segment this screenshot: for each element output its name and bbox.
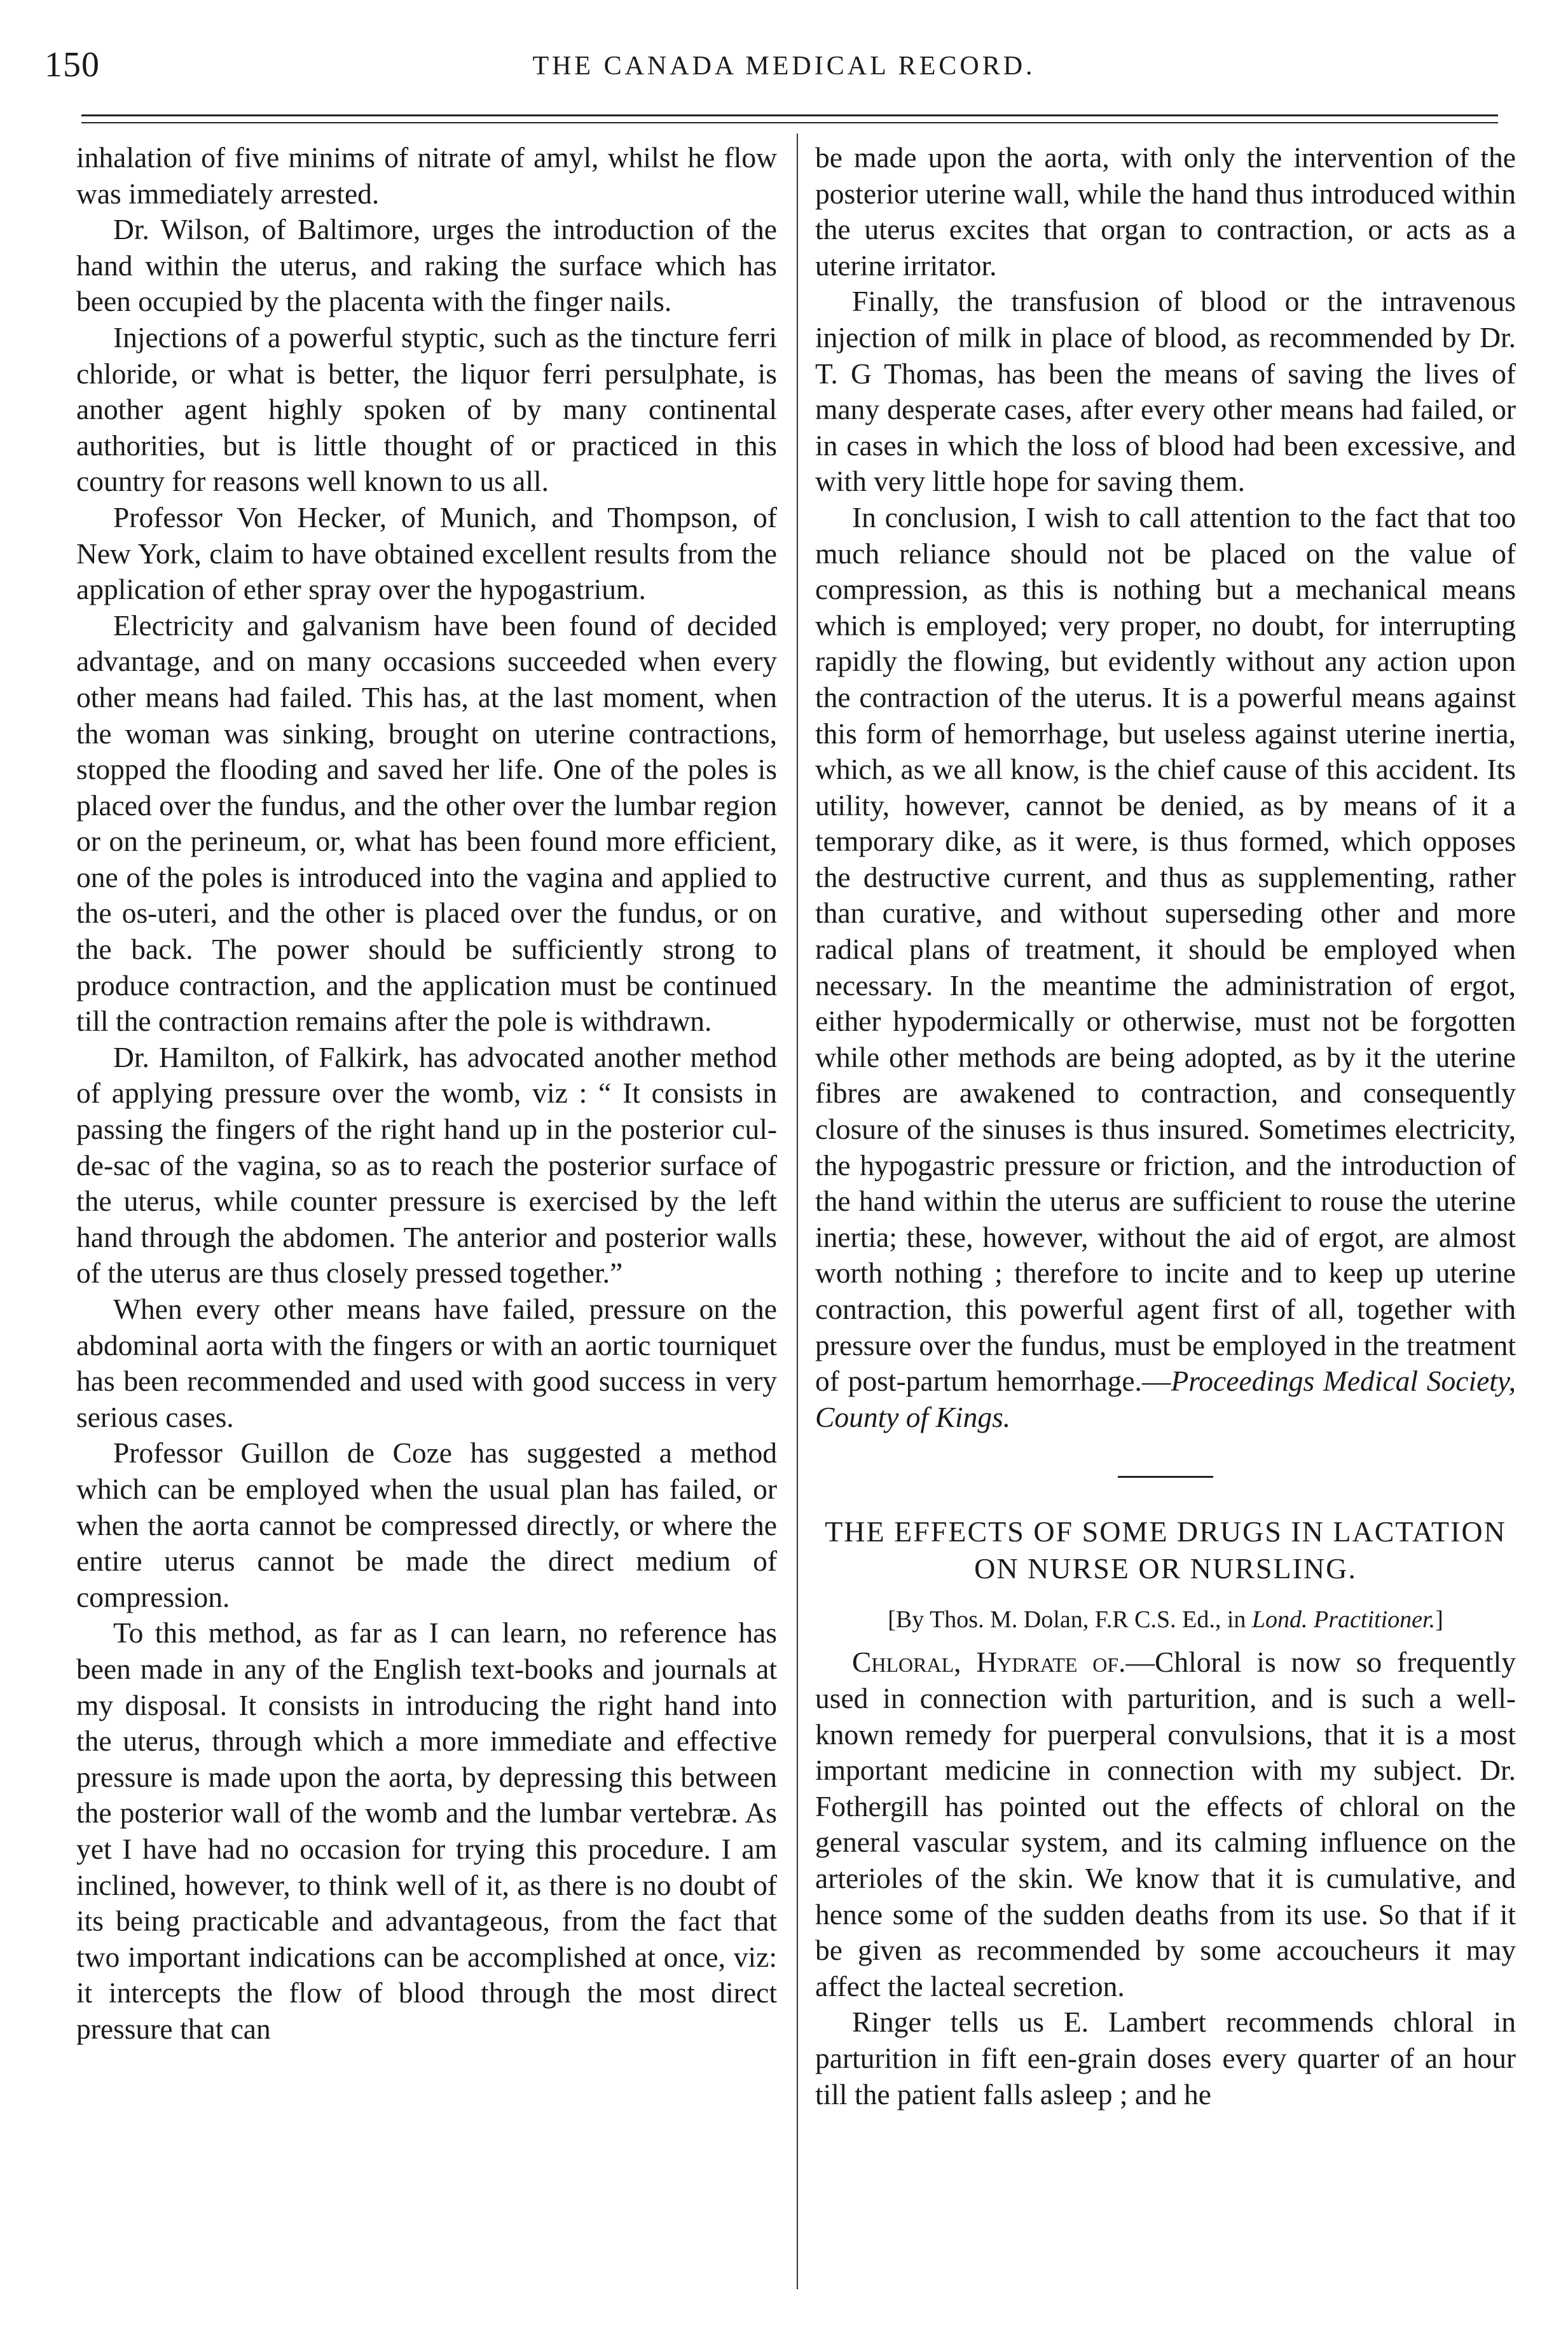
running-head: THE CANADA MEDICAL RECORD. <box>532 52 1036 81</box>
paragraph <box>815 500 1516 1435</box>
paragraph: Dr. Wilson, of Baltimore, urges the introduction of the hand within the uterus, and raking the surface which has been occupied by the placenta with the finger nails. <box>76 213 777 318</box>
paragraph: be made upon the aorta, with only the intervention of the posterior uterine wall, while the hand thus introduced within the uterus excites that organ to contraction, or acts as a uterine irritator. <box>815 141 1516 282</box>
paragraph: To this method, as far as I can learn, no reference has been made in any of the English text-books and journals at my disposal. It consists in introducing the right hand into the uterus, through which a more immediate and effective pressure is made upon the aorta, by depressing this between the posterior wall of the womb and the lumbar vertebræ. As yet I have had no occasion for trying this procedure. I am inclined, however, to think well of it, as there is no doubt of its being practicable and advantageous, from the fact that two important indications can be accomplished at once, viz: it intercepts the flow of blood through the most direct pressure that can <box>76 1616 777 2045</box>
paragraph: Finally, the transfusion of blood or the intravenous injection of milk in place of blood, as recommended by Dr. T. G Thomas, has been the means of saving the lives of many desperate cases, after every other means had failed, or in cases in which the loss of blood had been excessive, and with very little hope for saving them. <box>815 285 1516 498</box>
article-byline <box>815 1604 1516 1636</box>
paragraph-heading: Chloral, Hydrate of. <box>852 1646 1126 1679</box>
paragraph: Professor Von Hecker, of Munich, and Thompson, of New York, claim to have obtained excellent results from the application of ether spray over the hypogastrium. <box>76 500 777 606</box>
paragraph: Injections of a powerful styptic, such as the tincture ferri chloride, or what is better, the liquor ferri persulphate, is another agent highly spoken of by many continental authorities, but is little thought of or practiced in this country for reasons well known to us all. <box>76 320 777 498</box>
paragraph <box>815 1644 1516 2004</box>
paragraph: Ringer tells us E. Lambert recommends chloral in parturition in fift een-grain doses every quarter of an hour till the patient falls asleep ; and he <box>815 2006 1516 2111</box>
paragraph: inhalation of five minims of nitrate of amyl, whilst he flow was immediately arrested. <box>76 141 777 210</box>
byline-suffix: ] <box>1435 1606 1443 1634</box>
article-title: THE EFFECTS OF SOME DRUGS IN LACTATION ON NURSE OR NURSLING. <box>825 1515 1506 1585</box>
left-column <box>76 140 777 2289</box>
paragraph: Professor Guillon de Coze has suggested a method which can be employed when the usual plan has failed, or when the aorta cannot be compressed directly, or where the entire uterus cannot be made the direct medium of compression. <box>76 1436 777 1613</box>
page-number: 150 <box>45 45 100 85</box>
citation: Proceedings Medical Society, County of Kings. <box>815 1365 1516 1433</box>
right-column <box>815 140 1516 2289</box>
paragraph: Dr. Hamilton, of Falkirk, has advocated another method of applying pressure over the womb, viz : “ It consists in passing the fingers of the right hand up in the posterior cul-de-sac of the vagina, so as to reach the posterior surface of the uterus, while counter pressure is exercised by the left hand through the abdomen. The anterior and posterior walls of the uterus are thus closely pressed together.” <box>76 1040 777 1290</box>
byline-prefix: [By Thos. M. Dolan, F.R C.S. Ed., in <box>888 1606 1252 1634</box>
byline-journal: Lond. Practitioner. <box>1251 1606 1436 1634</box>
paragraph: Electricity and galvanism have been found of decided advantage, and on many occasions succeeded when every other means had failed. This has, at the last moment, when the woman was sinking, brought on uterine contractions, stopped the flooding and saved her life. One of the poles is placed over the fundus, and the other over the lumbar region or on the perineum, or, what has been found more efficient, one of the poles is introduced into the vagina and applied to the os-uteri, and the other is placed over the fundus, or on the back. The power should be sufficiently strong to produce contraction, and the application must be continued till the contraction remains after the pole is withdrawn. <box>76 609 777 1038</box>
header-rule-thin <box>81 122 1498 123</box>
paragraph-text: —Chloral is now so frequently used in connection with parturition, and is such a well-known remedy for puerperal convulsions, that it is a most important medicine in connection with my subject. Dr. Fothergill has pointed out the effects of chloral on the general vascular system, and its calming influence on the arterioles of the skin. We know that it is cumulative, and hence some of the sudden deaths from its use. So that if it be given as recommended by some accoucheurs it may affect the lacteal secretion. <box>815 1646 1516 2002</box>
column-divider <box>797 134 798 2289</box>
header-rule <box>81 114 1498 116</box>
section-divider <box>1118 1476 1213 1478</box>
paragraph-text: In conclusion, I wish to call attention to the fact that too much reliance should not be placed on the value of compression, as this is nothing but a mechanical means which is employed; very proper, no doubt, for interrupting rapidly the flowing, but evidently without any action upon the contraction of the uterus. It is a powerful means against this form of hemorrhage, but useless against uterine inertia, which, as we all know, is the chief cause of this accident. Its utility, however, cannot be denied, as by means of it a temporary dike, as it were, is thus formed, which opposes the destructive current, and thus as supplementing, rather than curative, and without superseding other and more radical plans of treatment, it should be employed when necessary. In the meantime the administration of ergot, either hypodermically or otherwise, must not be forgotten while other methods are being adopted, as by it the uterine fibres are awakened to contraction, and consequently closure of the sinuses is thus insured. Sometimes electricity, the hypogastric pressure or friction, and the introduction of the hand within the uterus are sufficient to rouse the uterine inertia; these, however, without the aid of ergot, are almost worth nothing ; therefore to incite and to keep up uterine contraction, this powerful agent first of all, together with pressure over the fundus, must be employed in the treatment of post-partum hemorrhage.— <box>815 500 1516 1398</box>
paragraph: When every other means have failed, pressure on the abdominal aorta with the fingers or with an aortic tourniquet has been recommended and used with good success in very serious cases. <box>76 1293 777 1433</box>
